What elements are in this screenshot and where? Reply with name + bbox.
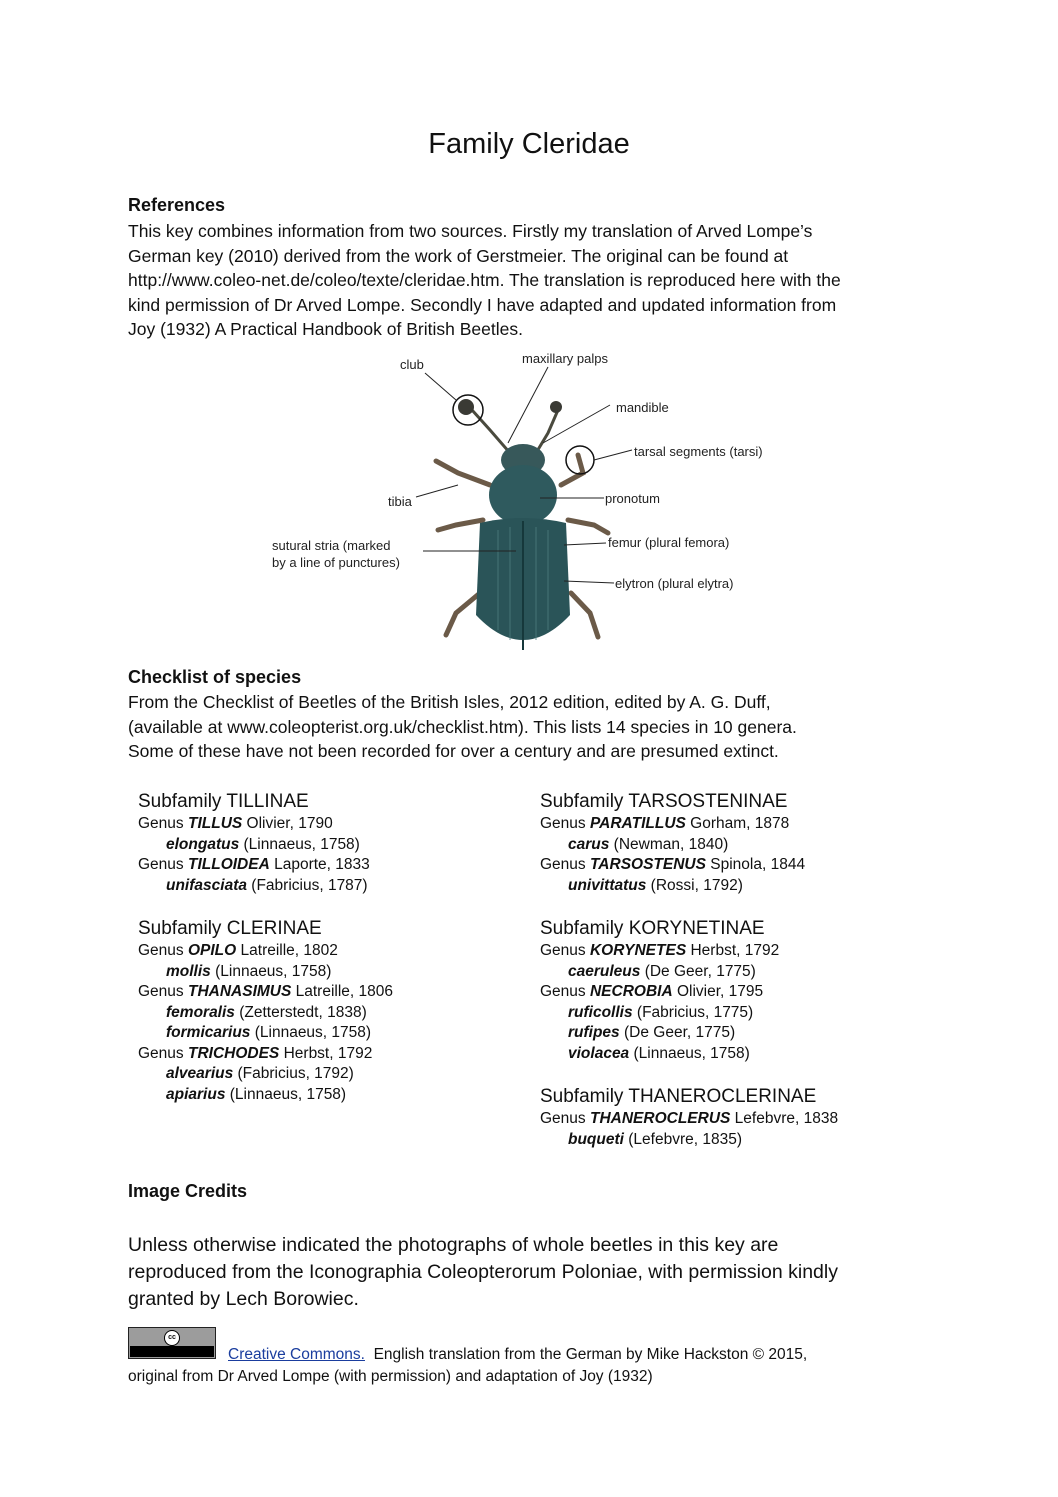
genus-line <box>138 1044 393 1065</box>
genus-line <box>138 941 393 962</box>
species-name: mollis <box>166 962 211 980</box>
image-credits-text <box>128 1232 948 1313</box>
genus-prefix: Genus <box>138 1044 188 1062</box>
species-name: caeruleus <box>568 962 641 980</box>
subfamily-block <box>138 917 393 1105</box>
references-line: German key (2010) derived from the work of Gerstmeier. The original can be found at <box>128 245 789 266</box>
label-tarsal-segments: tarsal segments (tarsi) <box>634 444 763 459</box>
genus-line <box>540 941 838 962</box>
checklist-line: From the Checklist of Beetles of the British Isles, 2012 edition, edited by A. G. Duff, <box>128 692 771 712</box>
species-line <box>138 876 393 897</box>
subfamily-block <box>540 1085 838 1150</box>
species-author: (Linnaeus, 1758) <box>210 962 332 980</box>
species-author: (Fabricius, 1775) <box>632 1003 754 1021</box>
label-maxillary-palps: maxillary palps <box>522 351 608 366</box>
label-femur: femur (plural femora) <box>608 535 730 550</box>
species-name: femoralis <box>166 1003 235 1021</box>
species-author: (De Geer, 1775) <box>640 962 756 980</box>
genus-author: Laporte, 1833 <box>269 856 370 873</box>
references-line: kind permission of Dr Arved Lompe. Secondly I have adapted and updated information from <box>128 294 837 315</box>
genus-name: THANEROCLERUS <box>589 1110 731 1127</box>
genus-prefix: Genus <box>138 983 188 1000</box>
label-club: club <box>400 357 424 372</box>
species-name: unifasciata <box>166 876 247 894</box>
species-author: (Lefebvre, 1835) <box>623 1130 743 1148</box>
creative-commons-link[interactable]: Creative Commons. <box>228 1346 365 1363</box>
genus-prefix: Genus <box>540 942 590 959</box>
label-pronotum: pronotum <box>605 491 660 506</box>
species-line <box>540 1130 838 1151</box>
references-line: Joy (1932) A Practical Handbook of British Beetles. <box>128 319 523 340</box>
subfamily-title: Subfamily CLERINAE <box>138 918 322 939</box>
species-list-right <box>540 790 838 1171</box>
species-author: (Rossi, 1792) <box>646 876 743 894</box>
species-name: univittatus <box>568 876 647 894</box>
genus-prefix: Genus <box>138 942 188 959</box>
genus-prefix: Genus <box>138 856 188 873</box>
beetle-illustration <box>436 395 608 650</box>
footer-text-line1: English translation from the German by Mike Hackston © 2015, <box>364 1346 808 1363</box>
subfamily-block <box>540 790 838 896</box>
genus-author: Spinola, 1844 <box>705 856 806 873</box>
genus-author: Olivier, 1790 <box>242 815 333 832</box>
subfamily-title: Subfamily THANEROCLERINAE <box>540 1086 817 1107</box>
label-sutural-stria-line1: sutural stria (marked <box>272 538 391 553</box>
genus-author: Latreille, 1802 <box>236 942 338 959</box>
genus-line <box>138 855 393 876</box>
species-line <box>540 1044 838 1065</box>
genus-line <box>540 1109 838 1130</box>
species-name: buqueti <box>568 1130 624 1148</box>
genus-line <box>540 982 838 1003</box>
genus-name: OPILO <box>187 942 237 959</box>
label-sutural-stria-line2: by a line of punctures) <box>272 555 400 570</box>
label-tibia: tibia <box>388 494 412 509</box>
genus-prefix: Genus <box>540 856 590 873</box>
species-name: rufipes <box>568 1024 620 1041</box>
genus-author: Olivier, 1795 <box>672 983 764 1000</box>
checklist-line: Some of these have not been recorded for over a century and are presumed extinct. <box>128 741 779 762</box>
image-credits-heading: Image Credits <box>128 1181 248 1201</box>
genus-prefix: Genus <box>138 815 188 832</box>
genus-prefix: Genus <box>540 1110 590 1127</box>
genus-name: TILLOIDEA <box>187 856 270 873</box>
subfamily-title: Subfamily TILLINAE <box>138 791 309 812</box>
genus-line <box>540 814 838 835</box>
genus-line <box>540 855 838 876</box>
references-line: http://www.coleo-net.de/coleo/texte/cleridae.htm. The translation is reproduced here with the <box>128 270 841 291</box>
species-line <box>138 835 393 856</box>
species-name: carus <box>568 835 610 853</box>
species-name: ruficollis <box>568 1003 633 1021</box>
subfamily-title: Subfamily TARSOSTENINAE <box>540 791 788 812</box>
species-name: alvearius <box>166 1065 234 1082</box>
checklist-line: (available at www.coleopterist.org.uk/checklist.htm). This lists 14 species in 10 genera. <box>128 716 797 737</box>
species-line <box>138 1003 393 1024</box>
genus-name: PARATILLUS <box>589 815 686 832</box>
genus-name: TRICHODES <box>187 1044 280 1062</box>
references-text <box>128 219 948 342</box>
genus-prefix: Genus <box>540 983 590 1000</box>
label-mandible: mandible <box>616 400 669 415</box>
label-elytron: elytron (plural elytra) <box>615 576 734 591</box>
species-author: (Fabricius, 1792) <box>233 1065 354 1082</box>
genus-name: THANASIMUS <box>187 983 292 1000</box>
species-author: (De Geer, 1775) <box>619 1024 736 1041</box>
genus-author: Latreille, 1806 <box>291 983 394 1000</box>
image-credits-line: reproduced from the Iconographia Coleopterorum Poloniae, with permission kindly <box>128 1261 838 1283</box>
footer-text <box>128 1344 948 1388</box>
genus-line <box>138 982 393 1003</box>
species-author: (Linnaeus, 1758) <box>250 1024 372 1041</box>
page-title: Family Cleridae <box>428 128 630 160</box>
checklist-text <box>128 690 948 764</box>
genus-name: NECROBIA <box>589 983 673 1000</box>
genus-author: Herbst, 1792 <box>279 1044 373 1062</box>
genus-author: Lefebvre, 1838 <box>730 1110 839 1127</box>
checklist-heading: Checklist of species <box>128 667 302 687</box>
genus-author: Herbst, 1792 <box>686 942 780 959</box>
species-line <box>138 1085 393 1106</box>
subfamily-block <box>138 790 393 896</box>
species-author: (Linnaeus, 1758) <box>225 1085 347 1103</box>
species-list-left <box>138 790 393 1126</box>
genus-line <box>138 814 393 835</box>
genus-name: KORYNETES <box>589 942 687 959</box>
species-name: violacea <box>568 1044 630 1062</box>
species-line <box>138 1064 393 1085</box>
species-name: apiarius <box>166 1085 226 1103</box>
genus-prefix: Genus <box>540 815 590 832</box>
species-author: (Newman, 1840) <box>609 835 729 853</box>
references-heading: References <box>128 195 226 215</box>
subfamily-block <box>540 917 838 1064</box>
species-name: formicarius <box>166 1024 251 1041</box>
species-line <box>540 835 838 856</box>
references-line: This key combines information from two sources. Firstly my translation of Arved Lompe’s <box>128 221 813 241</box>
species-line <box>540 876 838 897</box>
species-line <box>138 962 393 983</box>
species-author: (Linnaeus, 1758) <box>629 1044 750 1062</box>
species-line <box>540 1003 838 1024</box>
species-author: (Fabricius, 1787) <box>246 876 368 894</box>
species-author: (Linnaeus, 1758) <box>239 835 360 853</box>
beetle-diagram <box>258 345 818 665</box>
species-line <box>138 1023 393 1044</box>
species-line <box>540 1023 838 1044</box>
image-credits-line: Unless otherwise indicated the photographs of whole beetles in this key are <box>128 1234 779 1256</box>
species-line <box>540 962 838 983</box>
species-author: (Zetterstedt, 1838) <box>234 1003 367 1021</box>
image-credits-line: granted by Lech Borowiec. <box>128 1288 359 1310</box>
genus-author: Gorham, 1878 <box>685 815 790 832</box>
cc-logo-icon: cc <box>164 1330 180 1346</box>
footer-text-line2: original from Dr Arved Lompe (with permission) and adaptation of Joy (1932) <box>128 1368 653 1385</box>
genus-name: TARSOSTENUS <box>589 856 706 873</box>
genus-name: TILLUS <box>187 815 243 832</box>
species-name: elongatus <box>166 835 240 853</box>
subfamily-title: Subfamily KORYNETINAE <box>540 918 765 939</box>
